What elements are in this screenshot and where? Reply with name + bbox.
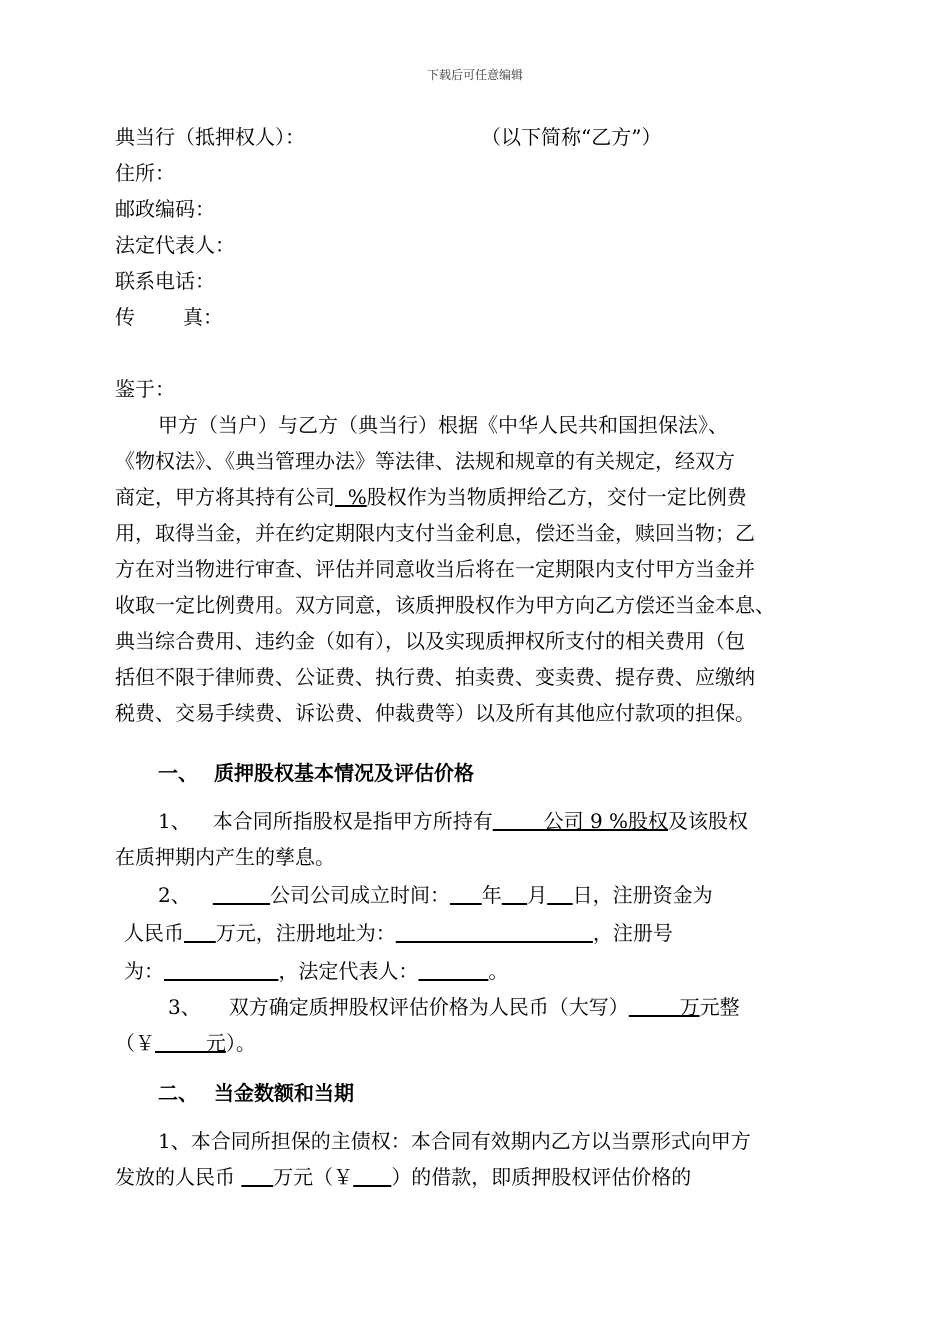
- clause-text: 元整: [699, 995, 740, 1019]
- share-percent-blank: %: [335, 485, 367, 509]
- clause-text: 万元，注册地址为：: [215, 921, 396, 945]
- legal-rep-blank: [418, 959, 488, 983]
- clause-1-3: [168, 994, 740, 1020]
- page-header-watermark: 下载后可任意编辑: [426, 68, 523, 82]
- section-1-title: 质押股权基本情况及评估价格: [214, 761, 474, 785]
- preamble-text: 股权作为当物质押给乙方，交付一定比例费: [366, 485, 747, 509]
- clause-text: 本合同所指股权是指甲方所持有: [212, 809, 493, 833]
- valuation-blank: 万: [628, 995, 700, 1019]
- month-blank: [502, 883, 527, 907]
- clause-text: 公司公司成立时间：: [269, 883, 450, 907]
- party-b-fax: [115, 304, 223, 330]
- month-label: 月: [527, 883, 548, 907]
- party-b-phone: 联系电话：: [115, 269, 215, 293]
- preamble-line: 税费、交易手续费、诉讼费、仲裁费等）以及所有其他应付款项的担保。: [115, 701, 755, 725]
- clause-1-1-cont: 在质押期内产生的孳息。: [115, 845, 335, 869]
- preamble-text: 商定，甲方将其持有公司: [115, 485, 335, 509]
- clause-text: ，法定代表人：: [278, 959, 419, 983]
- fax-label-b: 真：: [183, 305, 223, 329]
- section-2-heading: [158, 1080, 354, 1106]
- preamble-line: 方在对当物进行审查、评估并同意收当后将在一定期限内支付甲方当金并: [115, 557, 755, 581]
- clause-text: 万元（￥: [273, 1165, 354, 1189]
- clause-number: 1、: [158, 809, 191, 833]
- clause-1-2-line2: [124, 920, 673, 946]
- clause-1-2: [158, 882, 713, 908]
- clause-number: 2、: [158, 883, 191, 907]
- section-1-number: 一、: [158, 761, 198, 785]
- clause-text: ，注册号: [592, 921, 673, 945]
- fax-label-a: 传: [115, 305, 135, 329]
- clause-text: ）。: [225, 1031, 256, 1055]
- preamble-line: 用，取得当金，并在约定期限内支付当金利息，偿还当金，赎回当物；乙: [115, 521, 755, 545]
- section-2-title: 当金数额和当期: [214, 1081, 354, 1105]
- party-b-postcode: 邮政编码：: [115, 197, 215, 221]
- loan-figure-blank: [353, 1165, 391, 1189]
- clause-1-3-line2: [115, 1030, 256, 1056]
- clause-text: 发放的人民币: [115, 1165, 242, 1189]
- clause-2-1: 1、本合同所担保的主债权：本合同有效期内乙方以当票形式向甲方: [158, 1129, 751, 1153]
- clause-text: 双方确定质押股权评估价格为人民币（大写）: [228, 995, 629, 1019]
- clause-text: 。: [488, 959, 509, 983]
- clause-text: 人民币: [124, 921, 184, 945]
- year-blank: [450, 883, 482, 907]
- clause-1-2-line3: [124, 958, 508, 984]
- party-b-line: [115, 124, 661, 150]
- clause-text: 日，注册资金为: [572, 883, 713, 907]
- preamble-line: 典当综合费用、违约金（如有），以及实现质押权所支付的相关费用（包: [115, 629, 745, 653]
- party-b-label: 典当行（抵押权人）：: [115, 125, 305, 149]
- reg-number-blank: [164, 959, 278, 983]
- company-name-blank: [213, 883, 270, 907]
- preamble-line: 《物权法》、《典当管理办法》等法律、法规和规章的有关规定，经双方: [115, 449, 735, 473]
- loan-amount-blank: [241, 1165, 273, 1189]
- clause-text: ）的借款，即质押股权评估价格的: [391, 1165, 692, 1189]
- clause-text: （￥: [115, 1031, 155, 1055]
- address-blank: [396, 921, 593, 945]
- clause-number: 3、: [168, 995, 201, 1019]
- preamble-line: 括但不限于律师费、公证费、执行费、拍卖费、变卖费、提存费、应缴纳: [115, 665, 755, 689]
- capital-blank: [184, 921, 216, 945]
- year-label: 年: [481, 883, 502, 907]
- section-2-number: 二、: [158, 1081, 198, 1105]
- section-1-heading: [158, 760, 474, 786]
- party-b-address: 住所：: [115, 161, 175, 185]
- clause-2-1-line2: [115, 1164, 691, 1190]
- preamble-line: 收取一定比例费用。双方同意，该质押股权作为甲方向乙方偿还当金本息、: [115, 593, 775, 617]
- clause-text: 为：: [124, 959, 164, 983]
- valuation-figure-blank: 元: [155, 1031, 226, 1055]
- day-blank: [547, 883, 572, 907]
- company-share-blank: 公司 9 %股权: [492, 809, 669, 833]
- party-b-representative: 法定代表人：: [115, 233, 235, 257]
- clause-text: 及该股权: [668, 809, 749, 833]
- party-b-alias: （以下简称“乙方”）: [481, 125, 662, 149]
- preamble-line: [115, 484, 747, 510]
- clause-1-1: [158, 808, 748, 834]
- preamble-line: 甲方（当户）与乙方（典当行）根据《中华人民共和国担保法》、: [158, 413, 728, 437]
- preamble-title: 鉴于：: [115, 377, 175, 401]
